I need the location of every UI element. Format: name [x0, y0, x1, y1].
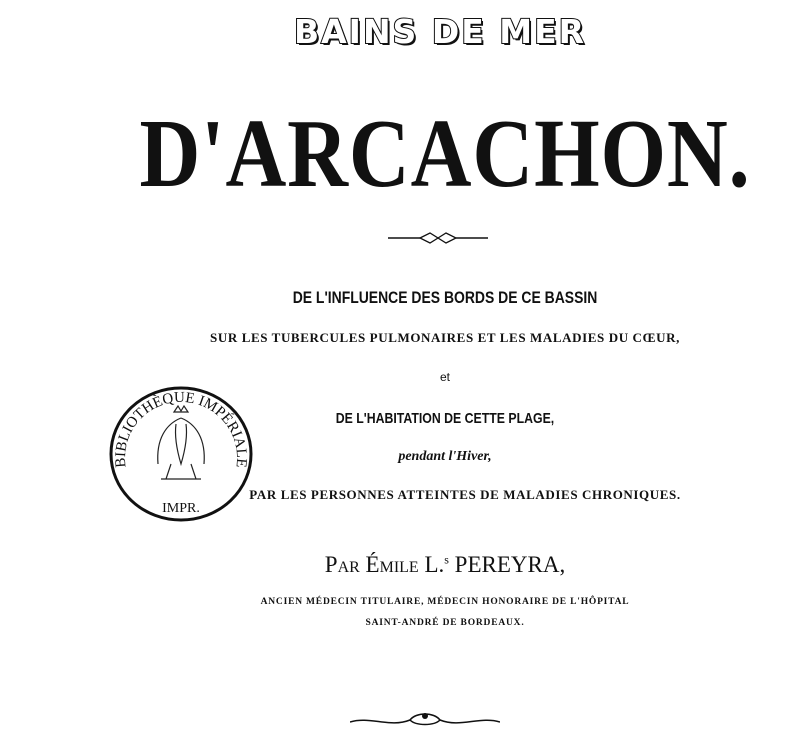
credentials-line-2: SAINT-ANDRÉ DE BORDEAUX. [365, 618, 525, 628]
author-name: PEREYRA, [454, 552, 566, 577]
title-bains-de-mer: BAINS DE MER [293, 12, 587, 51]
subtitle-line-1: DE L'INFLUENCE DES BORDS DE CE BASSIN [292, 288, 598, 307]
subtitle-line-6: PAR LES PERSONNES ATTEINTES DE MALADIES CHRONIQUES. [249, 487, 681, 502]
author-sup: s [444, 552, 449, 567]
subtitle-line-2: SUR LES TUBERCULES PULMONAIRES ET LES MALADIES DU CŒUR, [210, 330, 680, 345]
ornament-bottom [350, 708, 500, 730]
author-line [0, 552, 800, 578]
credentials-line-1: ANCIEN MÉDECIN TITULAIRE, MÉDECIN HONORAIRE DE L'HÔPITAL [260, 597, 630, 607]
svg-text:BIBLIOTHÈQUE IMPÉRIALE [113, 390, 249, 468]
author-prefix: Par Émile L. [324, 552, 445, 577]
stamp-outer-text: BIBLIOTHÈQUE IMPÉRIALE [112, 389, 250, 469]
subtitle-line-4: DE L'HABITATION DE CETTE PLAGE, [335, 410, 555, 427]
subtitle-line-5: pendant l'Hiver, [398, 449, 492, 464]
eagle-icon [158, 406, 205, 479]
library-stamp [106, 384, 256, 524]
title-arcachon: D'ARCACHON. [139, 100, 751, 208]
ornament-divider [388, 230, 488, 246]
subtitle-line-3: et [439, 370, 450, 384]
stamp-bottom-text: IMPR. [162, 501, 200, 516]
